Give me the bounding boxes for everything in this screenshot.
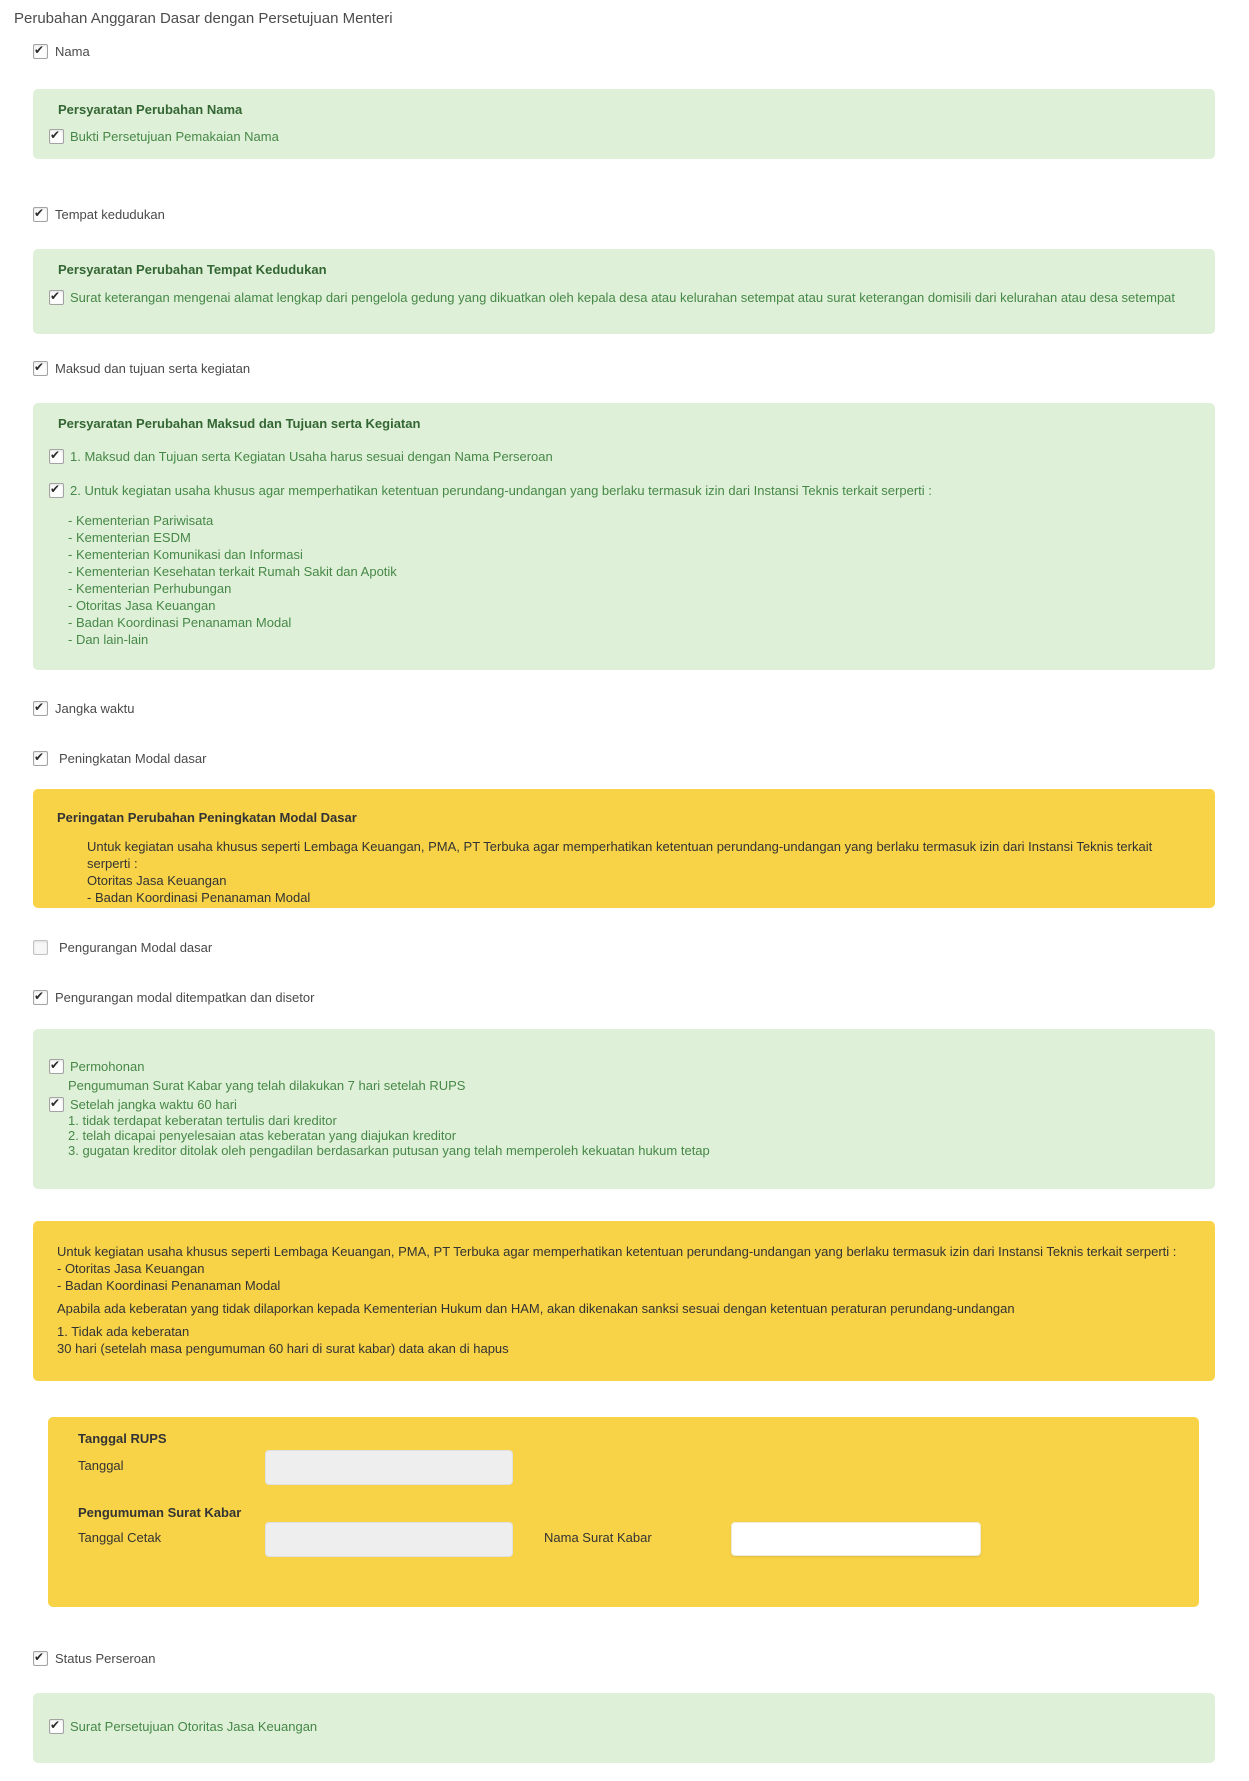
surat-kabar-field-row [78, 1522, 1169, 1557]
pengumuman-surat-kabar-heading: Pengumuman Surat Kabar [78, 1505, 242, 1520]
jangka-waktu-checkbox[interactable] [33, 701, 48, 716]
tempat-kedudukan-label: Tempat kedudukan [55, 207, 165, 222]
maksud-item2-label: 2. Untuk kegiatan usaha khusus agar memperhatikan ketentuan perundang-undangan yang berlaku termasuk izin dari Instansi Teknis terkait serperti : [70, 483, 932, 498]
sanksi-line: Untuk kegiatan usaha khusus seperti Lembaga Keuangan, PMA, PT Terbuka agar memperhatikan ketentuan perundang-undangan yang berlaku termasuk izin dari Instansi Teknis terkait serperti : [57, 1244, 1177, 1259]
setelah-jangka-waktu-checkbox[interactable] [49, 1097, 64, 1112]
setelah-jangka-waktu-item [49, 1097, 1190, 1112]
instansi-teknis-list [68, 512, 1190, 648]
list-item: - Kementerian Kesehatan terkait Rumah Sakit dan Apotik [68, 564, 397, 579]
permohonan-subline: Pengumuman Surat Kabar yang telah dilakukan 7 hari setelah RUPS [68, 1078, 466, 1093]
status-perseroan-checkbox[interactable] [33, 1651, 48, 1666]
bukti-persetujuan-label: Bukti Persetujuan Pemakaian Nama [70, 129, 279, 144]
tanggal-cetak-label: Tanggal Cetak [78, 1530, 162, 1545]
panel-status-item [49, 1719, 1190, 1734]
list-item: - Badan Koordinasi Penanaman Modal [68, 615, 292, 630]
panel-nama-heading: Persyaratan Perubahan Nama [58, 102, 243, 117]
sanksi-para-1 [57, 1243, 1190, 1294]
checkbox-row-maksud-tujuan [33, 361, 1249, 376]
tanggal-label: Tanggal [78, 1458, 124, 1473]
peringatan-line: Otoritas Jasa Keuangan [87, 873, 227, 888]
panel-tempat-heading: Persyaratan Perubahan Tempat Kedudukan [58, 262, 327, 277]
list-item: - Kementerian ESDM [68, 530, 191, 545]
list-item: - Kementerian Pariwisata [68, 513, 214, 528]
peringatan-body [87, 838, 1190, 906]
setelah-jangka-waktu-label: Setelah jangka waktu 60 hari [70, 1097, 237, 1112]
checkbox-row-pengurangan-modal-disetor [33, 990, 1249, 1005]
surat-persetujuan-ojk-label: Surat Persetujuan Otoritas Jasa Keuangan [70, 1719, 318, 1734]
panel-tempat-item [49, 290, 1190, 305]
maksud-item1-label: 1. Maksud dan Tujuan serta Kegiatan Usaha harus sesuai dengan Nama Perseroan [70, 449, 553, 464]
panel-maksud-item-2 [49, 483, 1190, 498]
maksud-item2-checkbox[interactable] [49, 483, 64, 498]
panel-maksud-item-1 [49, 449, 1190, 464]
page-title: Perubahan Anggaran Dasar dengan Persetujuan Menteri [14, 10, 393, 27]
panel-nama-item [49, 129, 1190, 144]
list-item: - Dan lain-lain [68, 632, 149, 647]
status-perseroan-label: Status Perseroan [55, 1651, 156, 1666]
maksud-tujuan-label: Maksud dan tujuan serta kegiatan [55, 361, 251, 376]
pengurangan-modal-disetor-checkbox[interactable] [33, 990, 48, 1005]
checkbox-row-nama [33, 44, 1249, 59]
peningkatan-modal-checkbox[interactable] [33, 751, 48, 766]
sanksi-line: - Otoritas Jasa Keuangan [57, 1261, 205, 1276]
nama-surat-kabar-input[interactable] [731, 1522, 981, 1556]
tanggal-rups-heading: Tanggal RUPS [78, 1431, 167, 1446]
maksud-item1-checkbox[interactable] [49, 449, 64, 464]
sanksi-line: 1. Tidak ada keberatan [57, 1324, 190, 1339]
bukti-persetujuan-checkbox[interactable] [49, 129, 64, 144]
pengurangan-modal-dasar-checkbox[interactable] [33, 940, 48, 955]
checkbox-row-status-perseroan [33, 1651, 1249, 1666]
permohonan-label: Permohonan [70, 1059, 145, 1074]
sanksi-line: - Badan Koordinasi Penanaman Modal [57, 1278, 281, 1293]
panel-persyaratan-nama [33, 89, 1215, 159]
tanggal-input [265, 1450, 513, 1485]
sanksi-para-3 [57, 1323, 1190, 1357]
panel-permohonan [33, 1029, 1215, 1189]
panel-sanksi-warning [33, 1221, 1215, 1381]
surat-keterangan-checkbox[interactable] [49, 290, 64, 305]
surat-persetujuan-ojk-checkbox[interactable] [49, 1719, 64, 1734]
kreditor-line: 2. telah dicapai penyelesaian atas keberatan yang diajukan kreditor [68, 1128, 457, 1143]
permohonan-checkbox[interactable] [49, 1059, 64, 1074]
pengurangan-modal-dasar-label: Pengurangan Modal dasar [59, 940, 213, 955]
checkbox-row-jangka-waktu [33, 701, 1249, 716]
checkbox-row-tempat-kedudukan [33, 207, 1249, 222]
tanggal-field-row [78, 1450, 1169, 1485]
panel-peringatan-heading: Peringatan Perubahan Peningkatan Modal Dasar [57, 810, 357, 825]
peringatan-line: - Badan Koordinasi Penanaman Modal [87, 890, 311, 905]
panel-persyaratan-maksud-tujuan [33, 403, 1215, 670]
maksud-tujuan-checkbox[interactable] [33, 361, 48, 376]
panel-peringatan-peningkatan-modal [33, 789, 1215, 908]
panel-tanggal-rups [48, 1417, 1199, 1607]
sanksi-line: 30 hari (setelah masa pengumuman 60 hari di surat kabar) data akan di hapus [57, 1341, 509, 1356]
list-item: - Otoritas Jasa Keuangan [68, 598, 216, 613]
panel-persyaratan-tempat-kedudukan [33, 249, 1215, 334]
setelah-jangka-waktu-sublist [68, 1113, 1190, 1158]
nama-checkbox[interactable] [33, 44, 48, 59]
tempat-kedudukan-checkbox[interactable] [33, 207, 48, 222]
jangka-waktu-label: Jangka waktu [55, 701, 135, 716]
list-item: - Kementerian Perhubungan [68, 581, 232, 596]
checkbox-row-pengurangan-modal-dasar [33, 940, 1249, 955]
peningkatan-modal-label: Peningkatan Modal dasar [59, 751, 207, 766]
checkbox-row-peningkatan-modal [33, 751, 1249, 766]
panel-status-perseroan [33, 1693, 1215, 1763]
panel-maksud-heading: Persyaratan Perubahan Maksud dan Tujuan serta Kegiatan [58, 416, 421, 431]
permohonan-item [49, 1059, 1190, 1074]
nama-surat-kabar-label: Nama Surat Kabar [544, 1530, 652, 1545]
list-item: - Kementerian Komunikasi dan Informasi [68, 547, 303, 562]
tanggal-cetak-input [265, 1522, 513, 1557]
kreditor-line: 3. gugatan kreditor ditolak oleh pengadilan berdasarkan putusan yang telah memperoleh kekuatan hukum tetap [68, 1143, 710, 1158]
peringatan-line: Untuk kegiatan usaha khusus seperti Lembaga Keuangan, PMA, PT Terbuka agar memperhatikan ketentuan perundang-undangan yang berlaku termasuk izin dari Instansi Teknis terkait serperti : [87, 839, 1153, 871]
surat-keterangan-label: Surat keterangan mengenai alamat lengkap dari pengelola gedung yang dikuatkan oleh kepala desa atau kelurahan setempat atau surat keterangan domisili dari kelurahan atau desa setempat [70, 290, 1176, 305]
sanksi-para-2: Apabila ada keberatan yang tidak dilaporkan kepada Kementerian Hukum dan HAM, akan dikenakan sanksi sesuai dengan ketentuan peraturan perundang-undangan [57, 1301, 1015, 1316]
nama-label: Nama [55, 44, 90, 59]
kreditor-line: 1. tidak terdapat keberatan tertulis dari kreditor [68, 1113, 337, 1128]
pengurangan-modal-disetor-label: Pengurangan modal ditempatkan dan disetor [55, 990, 315, 1005]
